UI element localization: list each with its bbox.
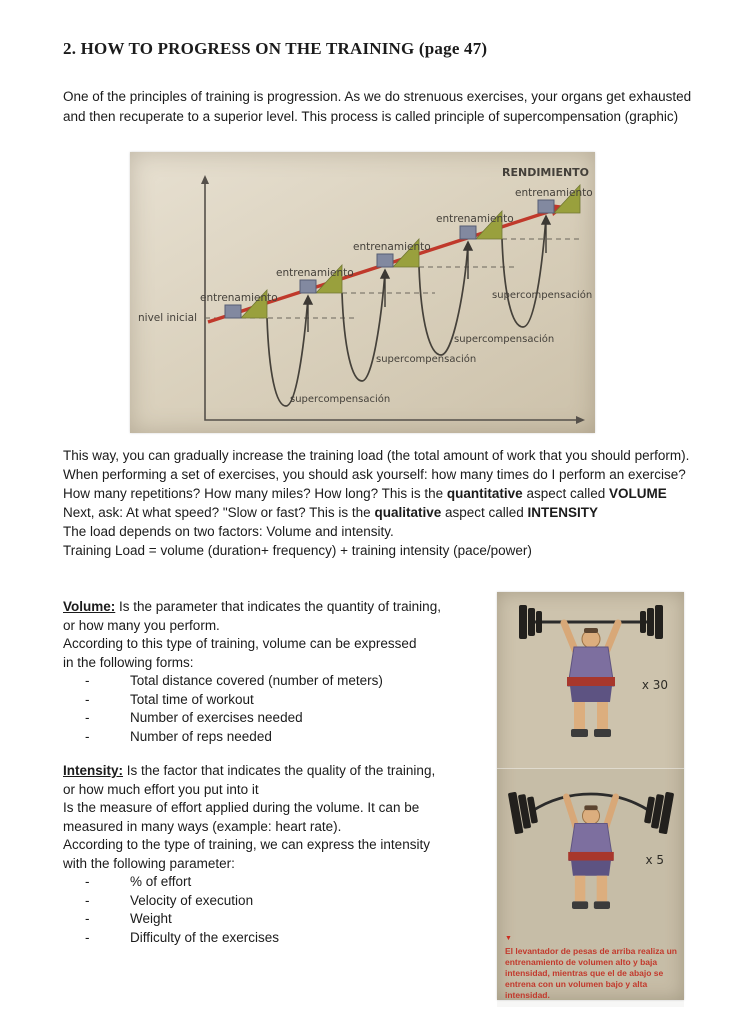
section-gap — [63, 746, 465, 762]
volume-sub-line1: According to this type of training, volume can be expressed — [63, 636, 417, 651]
left-boot — [572, 901, 588, 909]
figure-caption — [505, 933, 678, 1001]
weightlifter-figure — [497, 592, 684, 1000]
entrenamiento-label-4: entrenamiento — [436, 213, 514, 225]
volume-lead-line2: or how many you perform. — [63, 617, 220, 633]
caption-marker-icon: ▼ — [505, 935, 512, 942]
load-factors-line: The load depends on two factors: Volume and intensity. — [63, 524, 394, 539]
right-leg — [596, 876, 606, 902]
intensity-bullet-3 — [63, 929, 465, 948]
intensity-bullet-0 — [63, 873, 465, 892]
intensity-lead-line1 — [63, 762, 465, 781]
intro-paragraph: One of the principles of training is progression. As we do strenuous exercises, your organs get exhausted and then recuperate to a superior level. This process is called principle of supercompensation (graphic) — [63, 88, 692, 124]
bold-qualitative: qualitative — [374, 505, 442, 520]
training-load-formula: Training Load = volume (duration+ frequency) + training intensity (pace/power) — [63, 543, 532, 558]
entrenamiento-label-2: entrenamiento — [276, 267, 354, 279]
bullet-text: Number of exercises needed — [130, 710, 303, 725]
entrenamiento-label-3: entrenamiento — [353, 241, 431, 253]
shorts — [570, 686, 612, 702]
y-axis-arrowhead — [201, 175, 209, 184]
intensity-bullet-2 — [63, 910, 465, 929]
caption-text: El levantador de pesas de arriba realiza un entrenamiento de volumen alto y baja intensidad, mientras que el de abajo se entrena con un volumen bajo y alta intensidad. — [505, 946, 677, 1000]
bullet-text: Number of reps needed — [130, 728, 272, 744]
bullet-text: Weight — [130, 911, 172, 926]
intensity-lead-line2: or how much effort you put into it — [63, 781, 259, 797]
body-text-block — [63, 446, 713, 560]
left-arm — [566, 797, 576, 826]
shorts — [571, 861, 611, 876]
hair — [584, 628, 598, 633]
bold-quantitative: quantitative — [446, 486, 523, 501]
text-segment: Is the parameter that indicates the quantity of training, — [115, 599, 441, 614]
bullet-dash: - — [85, 911, 90, 926]
intensity-bullet-1 — [63, 892, 465, 911]
right-leg — [597, 702, 608, 729]
left-leg — [574, 702, 585, 729]
bullet-dash: - — [85, 929, 90, 945]
bullet-text: Difficulty of the exercises — [130, 929, 280, 945]
barbell-plates-left — [519, 605, 542, 639]
entrenamiento-label-5: entrenamiento — [515, 187, 593, 199]
barbell-plates-right — [640, 605, 663, 639]
right-arm — [606, 797, 616, 826]
intensity-heading: Intensity: — [63, 763, 124, 778]
supercompensacion-label-3: supercompensación — [454, 334, 555, 345]
bullet-text: Velocity of execution — [130, 892, 254, 908]
right-arm — [607, 623, 618, 650]
reps-count-bottom: x 5 — [645, 853, 664, 867]
right-boot — [594, 729, 611, 737]
volume-bullet-3 — [63, 728, 465, 747]
volume-bullet-0 — [63, 672, 465, 691]
weightlifter-photo-top — [497, 598, 684, 768]
intensity-line6: with the following parameter: — [63, 855, 235, 871]
rendimiento-label: RENDIMIENTO — [502, 166, 590, 179]
nivel-inicial-label: nivel inicial — [138, 312, 198, 324]
volume-lead-line1 — [63, 598, 465, 617]
volume-sub-line2: in the following forms: — [63, 654, 194, 670]
bold-intensity: INTENSITY — [527, 505, 599, 520]
supercompensation-diagram — [130, 152, 595, 433]
bullet-dash: - — [85, 691, 90, 707]
weightlifter-high-intensity-illustration — [501, 775, 681, 927]
text-segment: aspect called — [441, 505, 528, 520]
volume-bullet-list — [63, 672, 465, 746]
definitions-column — [63, 598, 465, 947]
supercompensacion-label-1: supercompensación — [290, 394, 391, 405]
volume-heading: Volume: — [63, 599, 116, 614]
reps-count-top: x 30 — [641, 678, 668, 692]
barbell-plates-right — [642, 789, 674, 834]
left-leg — [574, 876, 584, 902]
left-arm — [564, 623, 575, 650]
intensity-bullet-list — [63, 873, 465, 947]
text-segment: Is the factor that indicates the quality of the training, — [123, 763, 436, 778]
bullet-dash: - — [85, 728, 90, 744]
bullet-text: Total time of workout — [130, 691, 254, 707]
text-segment: aspect called — [522, 486, 609, 501]
bullet-dash: - — [85, 892, 90, 908]
x-axis-arrowhead — [576, 416, 585, 424]
training-load-paragraph — [63, 446, 713, 503]
right-boot — [593, 901, 609, 909]
bullet-text: Total distance covered (number of meters) — [130, 673, 383, 688]
page-title: 2. HOW TO PROGRESS ON THE TRAINING (page 47) — [63, 39, 488, 59]
barbell-plates-left — [507, 789, 539, 834]
bold-volume: VOLUME — [609, 486, 667, 501]
text-segment: This way, you can gradually increase the training load (the total amount of work that you should perform). When performing a set of exercises, you should ask yourself: how many times do I perform an exercise? How many repetitions? How many miles? How long? This is the — [63, 448, 690, 501]
intensity-question-paragraph — [63, 503, 713, 522]
volume-bullet-2 — [63, 709, 465, 728]
belt — [567, 677, 615, 686]
supercompensacion-label-2: supercompensación — [376, 354, 477, 365]
hair — [584, 805, 597, 810]
intensity-line4: measured in many ways (example: heart rate). — [63, 818, 342, 834]
entrenamiento-label-1: entrenamiento — [200, 292, 278, 304]
supercompensacion-label-4: supercompensación — [492, 290, 593, 301]
left-boot — [571, 729, 588, 737]
bullet-text: % of effort — [130, 874, 192, 889]
intensity-line5: According to the type of training, we can express the intensity — [63, 837, 430, 852]
volume-bullet-1 — [63, 691, 465, 710]
weightlifter-photo-bottom — [497, 768, 684, 1007]
belt — [568, 852, 614, 861]
text-segment: Next, ask: At what speed? "Slow or fast? This is the — [63, 505, 375, 520]
bullet-dash: - — [85, 874, 90, 889]
bullet-dash: - — [85, 673, 90, 688]
supercompensation-graphic — [130, 152, 595, 433]
intensity-line3: Is the measure of effort applied during the volume. It can be — [63, 800, 420, 815]
bullet-dash: - — [85, 710, 90, 725]
